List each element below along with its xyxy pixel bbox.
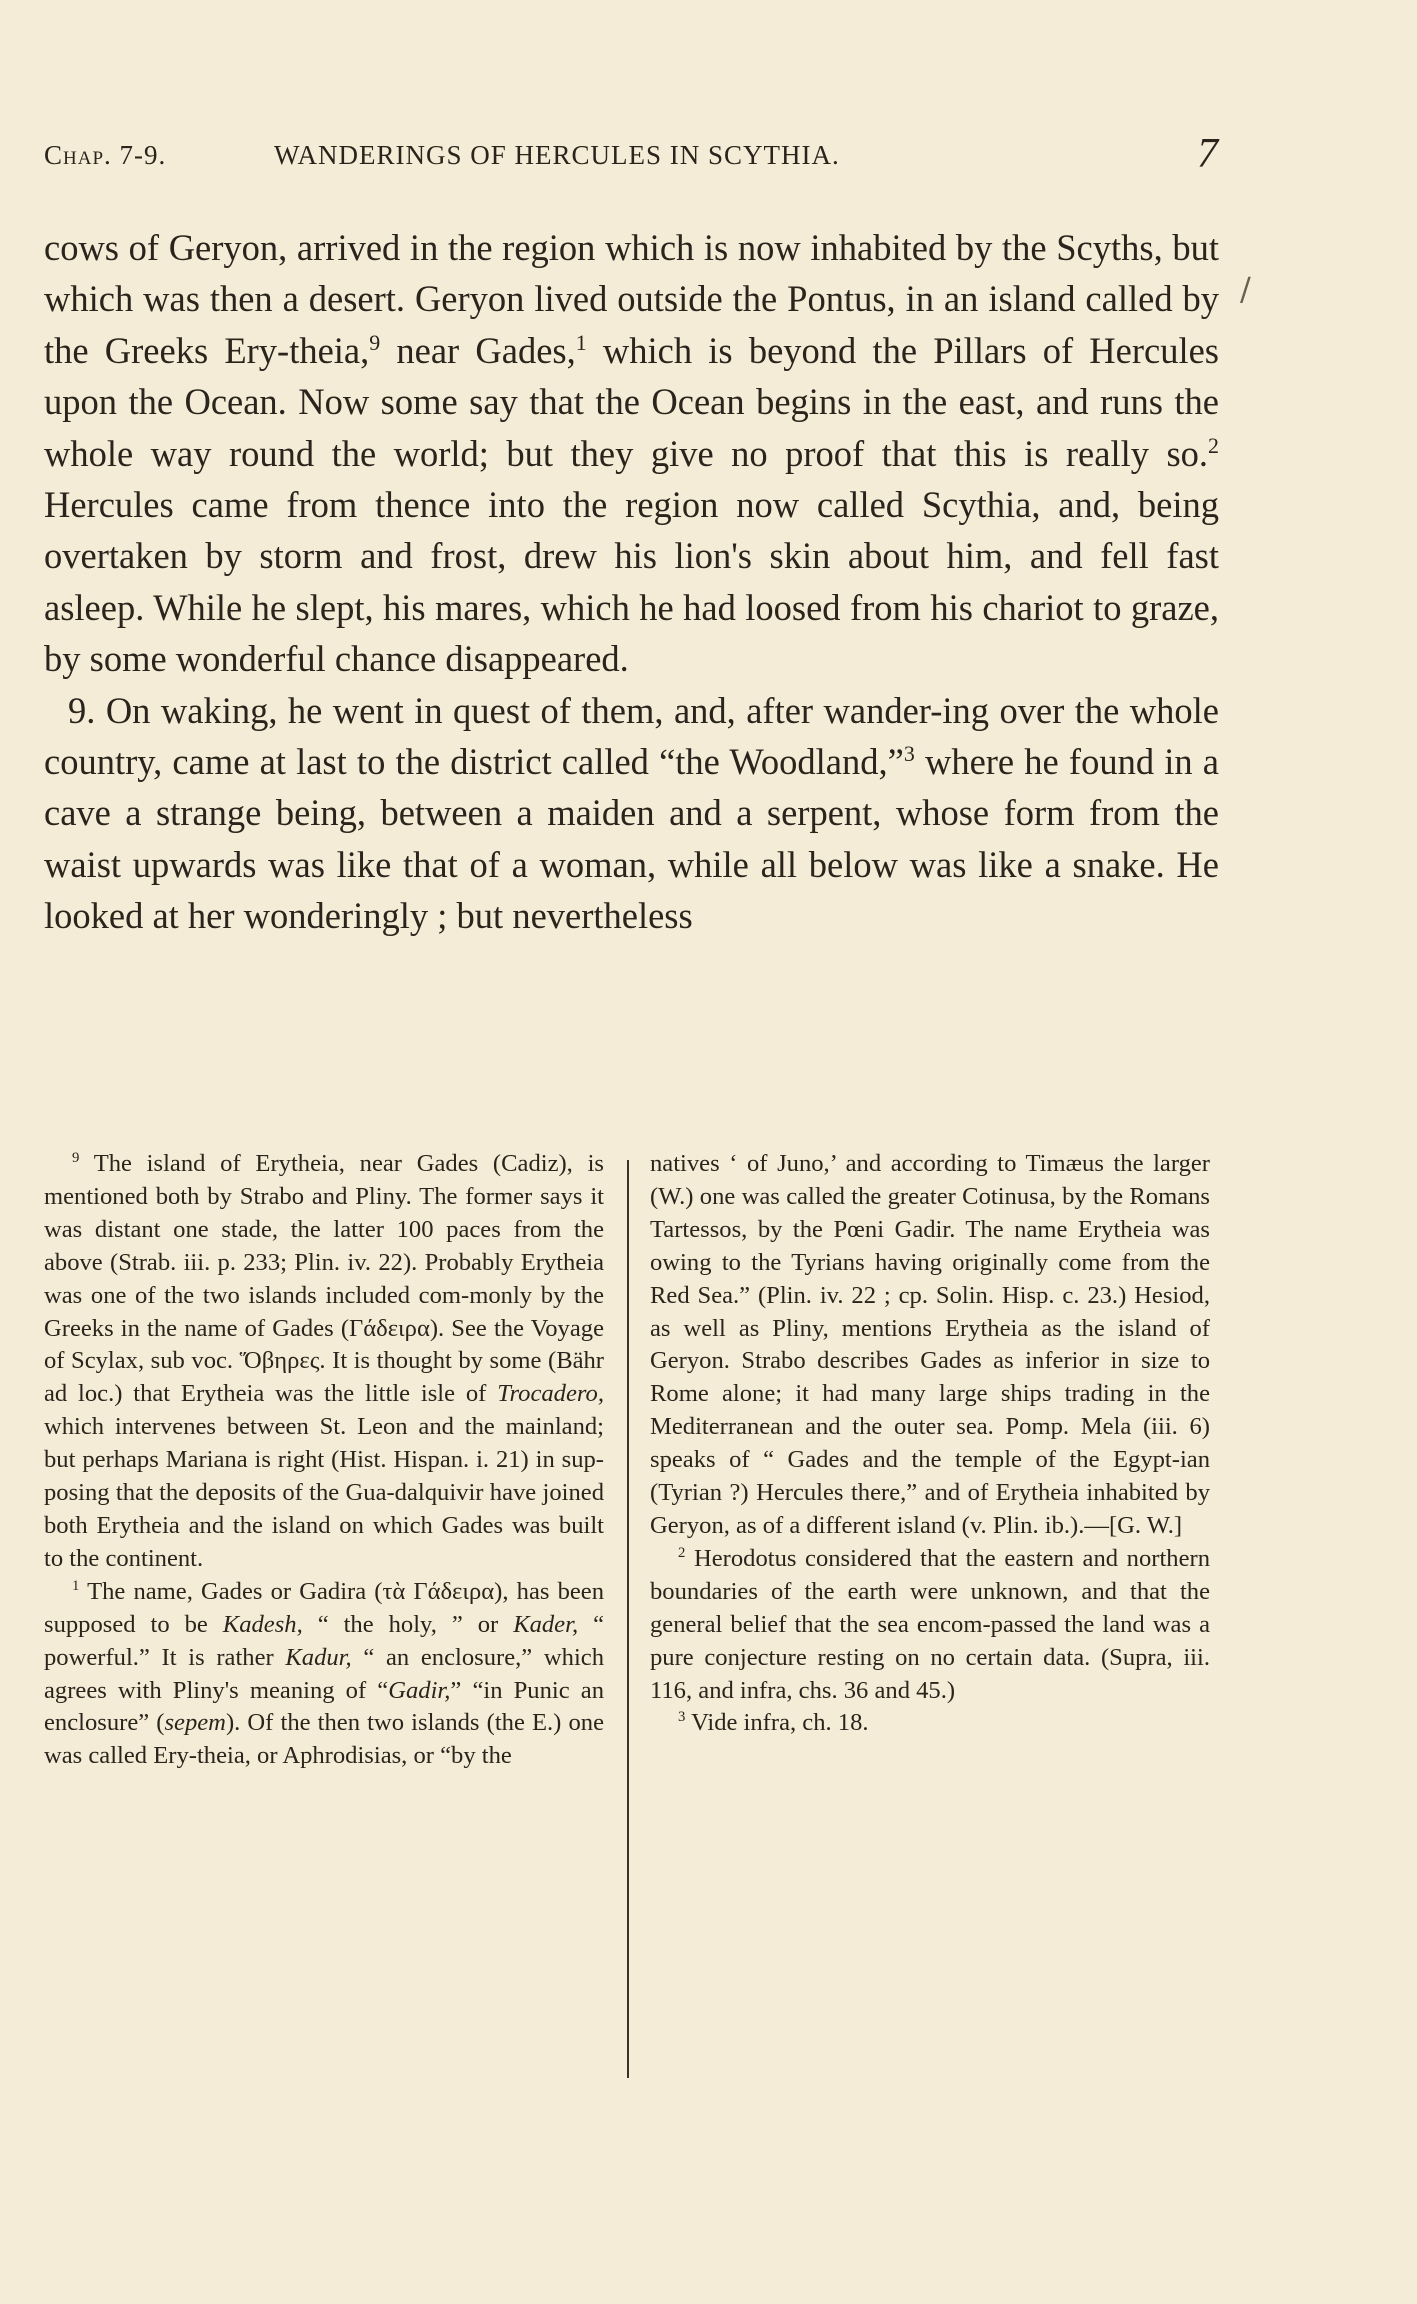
footnote-ref-2: 2 [1208,432,1219,458]
margin-mark: / [1240,270,1251,308]
footnote-2: $^2$ Herodotus considered that the eastern and northern boundaries of the earth were unknown, and that the general belief that the sea encom-passed the land was a pure conjecture resting on no certain data. (Supra, iii. 116, and infra, chs. 36 and 45.) [650,1544,1210,1704]
running-header [44,131,1219,177]
running-title: WANDERINGS OF HERCULES IN SCYTHIA. [274,140,840,170]
paragraph-9: 9. On waking, he went in quest of them, and, after wander-ing over the whole country, came at last to the district called “the Woodland,”$^3$ where he found in a cave a strange being, between a maiden and a serpent, whose form from the waist upwards was like that of a woman, while all below was like a snake. He looked at her wonderingly ; but nevertheless [44,689,1219,937]
footnote-ref-1: 1 [575,329,587,355]
main-text [44,222,1219,942]
paragraph-continued: cows of Geryon, arrived in the region which is now inhabited by the Scyths, but which was then a desert. Geryon lived outside the Pontus, in an island called by the Greeks Ery-theia,$^9$ near Gades,$^1$ which is beyond the Pillars of Hercules upon the Ocean. Now some say that the Ocean begins in the east, and runs the whole way round the world; but they give no proof that this is really so.$^2$ Hercules came from thence into the region now called Scythia, and, being overtaken by storm and frost, drew his lion's skin about him, and fell fast asleep. While he slept, his mares, which he had loosed from his chariot to graze, by some wonderful chance disappeared. [44,227,1220,680]
footnote-1-continued: natives ‘ of Juno,’ and according to Timæus the larger (W.) one was called the greater Cotinusa, by the Romans Tartessos, by the Pœni Gadir. The name Erytheia was owing to the Tyrians having originally come from the Red Sea.” (Plin. iv. 22 ; cp. Solin. Hisp. c. 23.) Hesiod, as well as Pliny, mentions Erytheia as the island of Geryon. Strabo describes Gades as inferior in size to Rome alone; it had many large ships trading in the Mediterranean and the outer sea. Pomp. Mela (iii. 6) speaks of “ Gades and the temple of the Egypt-ian (Tyrian ?) Hercules there,” and of Erytheia inhabited by Geryon, as of a different island (v. Plin. ib.).—[G. W.] [650,1150,1210,1539]
footnote-ref-3: 3 [903,740,915,766]
column-divider [627,1160,629,2078]
footnote-ref-9: 9 [369,329,381,355]
footnotes-right-column [650,1148,1210,1740]
footnote-9: $^9$ The island of Erytheia, near Gades (Cadiz), is mentioned both by Strabo and Pliny. The former says it was distant one stade, the latter 100 paces from the above (Strab. iii. p. 233; Plin. iv. 22). Probably Erytheia was one of the two islands included com-monly by the Greeks in the name of Gades (Γάδειρα). See the Voyage of Scylax, sub voc. Ὅβηρες. It is thought by some (Bähr ad loc.) that Erytheia was the little isle of Trocadero, which intervenes between St. Leon and the mainland; but perhaps Mariana is right (Hist. Hispan. i. 21) in sup-posing that the deposits of the Gua-dalquivir have joined both Erytheia and the island on which Gades was built to the continent. [44,1149,604,1572]
footnotes-left-column [44,1148,604,1773]
page-number: 7 [1197,131,1219,177]
footnote-1: $^1$ The name, Gades or Gadira (τὰ Γάδειρα), has been supposed to be Kadesh, “ the holy, ” or Kader, “ powerful.” It is rather Kadur, “ an enclosure,” which agrees with Pliny's meaning of “Gadir,” “in Punic an enclosure” (sepem). Of the then two islands (the E.) one was called Ery-theia, or Aphrodisias, or “by the [44,1577,604,1770]
chapter-reference: Chap. 7-9. [44,140,167,170]
footnote-3: $^3$ Vide infra, ch. 18. [678,1709,869,1737]
